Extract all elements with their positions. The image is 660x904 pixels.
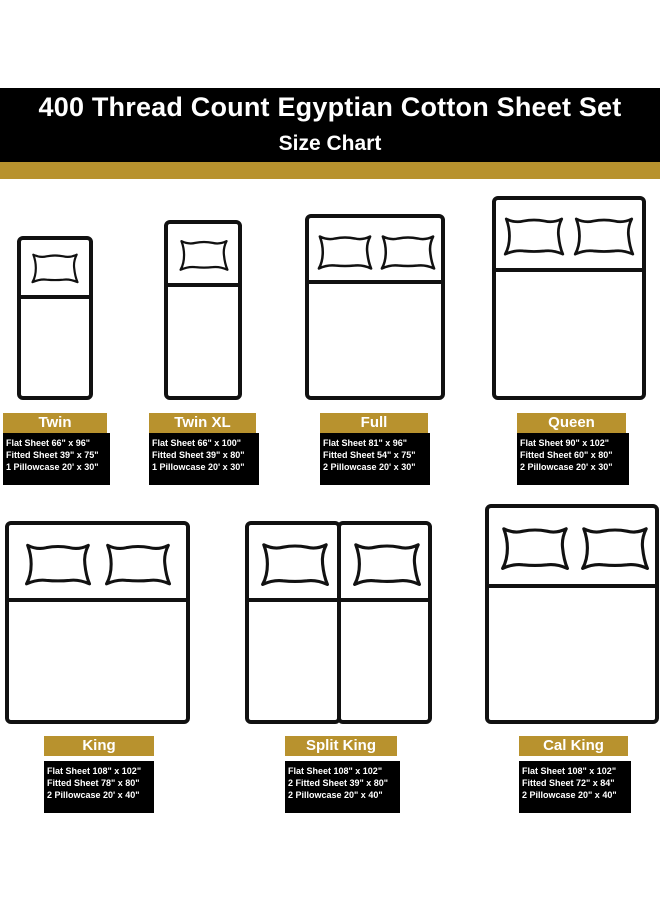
pillow-icon: [30, 248, 80, 288]
sheet-fold-line: [309, 280, 441, 284]
spec-line: Fitted Sheet 39" x 75": [6, 450, 99, 460]
spec-line: Flat Sheet 108" x 102": [522, 766, 617, 776]
pillow-icon: [316, 228, 374, 276]
pillow-icon: [103, 537, 173, 591]
spec-line: Fitted Sheet 54" x 75": [323, 450, 416, 460]
spec-line: 2 Pillowcase 20" x 40": [288, 790, 383, 800]
size-label: King: [44, 736, 154, 756]
spec-line: Fitted Sheet 72" x 84": [522, 778, 615, 788]
pillow-icon: [499, 520, 571, 576]
spec-line: 2 Pillowcase 20' x 30": [323, 462, 416, 472]
spec-line: 2 Pillowcase 20' x 40": [47, 790, 140, 800]
size-label: Queen: [517, 413, 626, 433]
size-specs: [519, 761, 631, 813]
bed-king: [5, 521, 190, 724]
size-label: Twin: [3, 413, 107, 433]
bed-split-king-left: [245, 521, 341, 724]
spec-line: Fitted Sheet 39" x 80": [152, 450, 245, 460]
size-specs: [517, 433, 629, 485]
spec-line: Fitted Sheet 78" x 80": [47, 778, 140, 788]
size-label: Twin XL: [149, 413, 256, 433]
spec-line: 2 Fitted Sheet 39" x 80": [288, 778, 389, 788]
bed-twin-xl: [164, 220, 242, 400]
pillow-icon: [572, 210, 636, 262]
pillow-icon: [259, 537, 331, 591]
page-title: 400 Thread Count Egyptian Cotton Sheet Set: [38, 92, 622, 122]
bed-full: [305, 214, 445, 400]
spec-line: 2 Pillowcase 20" x 40": [522, 790, 617, 800]
pillow-icon: [351, 537, 423, 591]
pillow-icon: [579, 520, 651, 576]
sheet-fold-line: [168, 283, 238, 287]
spec-line: 2 Pillowcase 20' x 30": [520, 462, 613, 472]
spec-line: Flat Sheet 66" x 100": [152, 438, 242, 448]
spec-line: Flat Sheet 90" x 102": [520, 438, 610, 448]
sheet-fold-line: [249, 598, 337, 602]
size-label: Split King: [285, 736, 397, 756]
bed-cal-king: [485, 504, 659, 724]
pillow-icon: [23, 537, 93, 591]
spec-line: Flat Sheet 108" x 102": [47, 766, 142, 776]
size-specs: [3, 433, 110, 485]
bed-twin: [17, 236, 93, 400]
spec-line: 1 Pillowcase 20' x 30": [6, 462, 99, 472]
spec-line: Fitted Sheet 60" x 80": [520, 450, 613, 460]
size-specs: [149, 433, 259, 485]
sheet-fold-line: [9, 598, 186, 602]
header-banner: [0, 88, 660, 162]
bed-split-king-right: [337, 521, 432, 724]
sheet-fold-line: [341, 598, 428, 602]
size-label: Full: [320, 413, 428, 433]
pillow-icon: [379, 228, 437, 276]
size-specs: [285, 761, 400, 813]
page-subtitle: Size Chart: [278, 132, 382, 155]
gold-divider: [0, 162, 660, 179]
sheet-fold-line: [21, 295, 89, 299]
spec-line: 1 Pillowcase 20' x 30": [152, 462, 245, 472]
size-specs: [44, 761, 154, 813]
spec-line: Flat Sheet 81" x 96": [323, 438, 408, 448]
size-specs: [320, 433, 430, 485]
pillow-icon: [178, 232, 230, 278]
spec-line: Flat Sheet 66" x 96": [6, 438, 91, 448]
size-label: Cal King: [519, 736, 628, 756]
sheet-fold-line: [496, 268, 642, 272]
bed-queen: [492, 196, 646, 400]
pillow-icon: [502, 210, 566, 262]
spec-line: Flat Sheet 108" x 102": [288, 766, 383, 776]
sheet-fold-line: [489, 584, 655, 588]
